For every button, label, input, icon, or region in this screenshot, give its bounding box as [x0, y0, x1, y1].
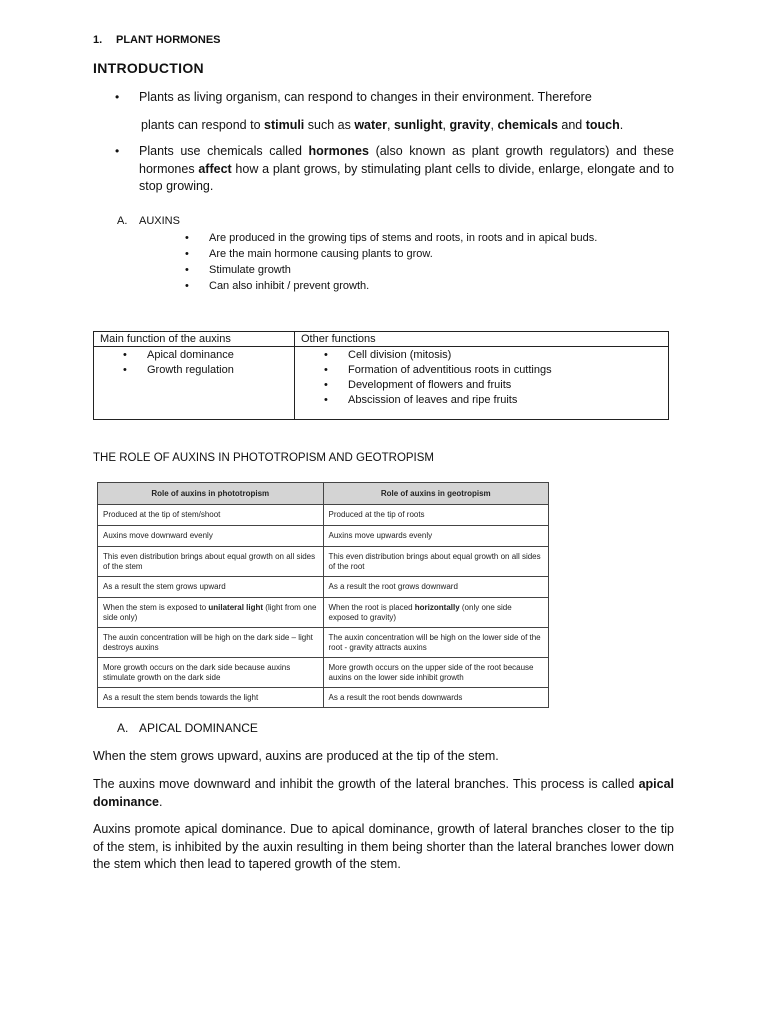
- keyword-water: water: [354, 118, 387, 132]
- other-functions-list: [301, 348, 662, 408]
- table-header-cell: Other functions: [295, 332, 669, 347]
- cell-text: Auxins move downward evenly: [103, 531, 213, 540]
- main-heading: [93, 34, 221, 46]
- bullet-glyph: •: [324, 349, 328, 361]
- text-span: ,: [386, 118, 394, 132]
- table-row: [98, 526, 549, 547]
- apical-paragraph-3: Auxins promote apical dominance. Due to apical dominance, growth of lateral branches closer to the tip of the stem, is inhibited by the auxin resulting in them being shorter than the lateral branches lower down the stem which then lead to tapered growth of the stem.: [93, 822, 674, 871]
- text-span: such as: [304, 118, 355, 132]
- table-cell: [323, 628, 549, 658]
- table-cell: [323, 577, 549, 598]
- list-item-text: Formation of adventitious roots in cuttings: [348, 364, 552, 376]
- cell-text: As a result the stem grows upward: [103, 582, 226, 591]
- keyword-chemicals: chemicals: [497, 118, 558, 132]
- section-title: APICAL DOMINANCE: [139, 721, 258, 735]
- text-span: plants can respond to: [141, 118, 264, 132]
- table-cell: [98, 505, 324, 526]
- cell-text: More growth occurs on the upper side of the root because auxins on the lower side inhibit growth: [328, 662, 534, 682]
- list-item: [123, 363, 288, 378]
- list-item-text: Stimulate growth: [209, 264, 291, 276]
- bullet-glyph: •: [185, 248, 189, 260]
- keyword-hormones: hormones: [308, 144, 369, 158]
- keyword-stimuli: stimuli: [264, 118, 305, 132]
- keyword-sunlight: sunlight: [393, 118, 443, 132]
- section-apical-dominance-heading: [117, 721, 258, 735]
- heading-number: 1.: [93, 34, 103, 46]
- text-span: Plants use chemicals called: [139, 144, 309, 158]
- text-span: ,: [442, 118, 450, 132]
- cell-text: As a result the root bends downwards: [328, 692, 463, 702]
- main-functions-cell: [94, 347, 295, 420]
- bullet-glyph: •: [123, 349, 127, 361]
- text-span: .: [619, 118, 624, 132]
- table-row: [98, 547, 549, 577]
- intro-bullet-1-text: Plants as living organism, can respond to changes in their environment. Therefore: [139, 90, 592, 104]
- list-item: [324, 363, 662, 378]
- table-cell: [323, 505, 549, 526]
- cell-text: Auxins move upwards evenly: [328, 531, 433, 540]
- role-of-auxins-table: [97, 482, 549, 708]
- table-row: [98, 658, 549, 688]
- list-item-text: Can also inhibit / prevent growth.: [209, 280, 370, 292]
- cell-text: (only one side exposed to gravity): [328, 602, 512, 622]
- list-item-text: Cell division (mitosis): [348, 349, 452, 361]
- other-functions-cell: [295, 347, 669, 420]
- text-span: .: [159, 794, 163, 809]
- list-item: [185, 246, 597, 262]
- intro-bullet-2: [115, 143, 674, 196]
- table-header-row: [98, 483, 549, 505]
- table-cell: [98, 688, 324, 708]
- apical-paragraph-1: When the stem grows upward, auxins are produced at the tip of the stem.: [93, 749, 499, 763]
- table-row: [98, 598, 549, 628]
- cell-text: When the root is placed: [328, 602, 415, 612]
- bullet-glyph: •: [123, 364, 127, 376]
- text-span: The auxins move downward and inhibit the growth of the lateral branches. This process is called: [93, 777, 639, 791]
- list-item-text: Are produced in the growing tips of stems and roots, in roots and in apical buds.: [209, 232, 598, 244]
- intro-bullet-1: [115, 89, 679, 107]
- list-item-text: Abscission of leaves and ripe fruits: [348, 394, 518, 406]
- list-item: [123, 348, 288, 363]
- table-cell: [323, 526, 549, 547]
- list-item-text: Apical dominance: [147, 349, 234, 361]
- table-row: [98, 577, 549, 598]
- intro-bullet-1-continued: [141, 117, 681, 135]
- apical-paragraph-2: [93, 776, 674, 811]
- table-cell: [323, 547, 549, 577]
- bullet-glyph: •: [324, 379, 328, 391]
- list-item: [185, 230, 598, 246]
- list-item-text: Are the main hormone causing plants to grow.: [209, 248, 433, 260]
- table-row: [98, 628, 549, 658]
- cell-text: More growth occurs on the dark side because auxins stimulate growth on the dark side: [103, 662, 291, 682]
- main-functions-list: [100, 348, 288, 378]
- section-auxins-heading: [117, 215, 180, 227]
- text-span: and: [557, 118, 586, 132]
- cell-text: This even distribution brings about equal growth on all sides of the root: [328, 551, 541, 571]
- keyword-touch: touch: [585, 118, 620, 132]
- auxin-functions-table: [93, 331, 669, 420]
- table-cell: [323, 658, 549, 688]
- intro-title: INTRODUCTION: [93, 60, 204, 76]
- cell-text: This even distribution brings about equal growth on all sides of the stem: [103, 551, 316, 571]
- cell-text: The auxin concentration will be high on the dark side – light destroys auxins: [103, 632, 313, 652]
- keyword-apical-dominance: apical dominance: [93, 777, 674, 809]
- section-title: AUXINS: [139, 215, 180, 227]
- list-item: [324, 348, 662, 363]
- table-row: [94, 347, 669, 420]
- heading-title: PLANT HORMONES: [116, 34, 221, 46]
- table-header-row: [94, 332, 669, 347]
- role-section-title: THE ROLE OF AUXINS IN PHOTOTROPISM AND GEOTROPISM: [93, 452, 435, 464]
- list-item: [185, 262, 597, 278]
- bullet-glyph: •: [185, 232, 189, 244]
- cell-text: As a result the stem bends towards the light: [103, 692, 259, 702]
- list-item: [324, 393, 662, 408]
- table-row: [98, 505, 549, 526]
- table-cell: [98, 526, 324, 547]
- cell-text: Produced at the tip of roots: [328, 510, 425, 519]
- table-row: [98, 688, 549, 708]
- bullet-glyph: •: [115, 144, 120, 158]
- bullet-glyph: •: [324, 394, 328, 406]
- section-letter: A.: [117, 721, 129, 735]
- table-cell: [323, 598, 549, 628]
- keyword-horizontally: horizontally: [414, 602, 460, 612]
- table-cell: [98, 598, 324, 628]
- table-cell: [98, 628, 324, 658]
- cell-text: When the stem is exposed to: [103, 602, 209, 612]
- cell-text: Produced at the tip of stem/shoot: [103, 510, 221, 519]
- cell-text: As a result the root grows downward: [328, 582, 458, 591]
- list-item: [324, 378, 662, 393]
- text-span: how a plant grows, by stimulating plant cells to divide, enlarge, elongate and to stop growing.: [139, 161, 674, 193]
- cell-text: (light from one side only): [103, 602, 317, 622]
- table-cell: [98, 547, 324, 577]
- section-letter: A.: [117, 215, 128, 227]
- list-item-text: Growth regulation: [147, 364, 234, 376]
- list-item: [185, 278, 597, 294]
- table-header-cell: Main function of the auxins: [94, 332, 295, 347]
- list-item-text: Development of flowers and fruits: [348, 379, 512, 391]
- auxin-points-list: [185, 230, 598, 294]
- bullet-glyph: •: [185, 280, 189, 292]
- text-span: (also known as plant growth regulators) and these hormones: [139, 144, 674, 176]
- bullet-glyph: •: [324, 364, 328, 376]
- table-cell: [98, 577, 324, 598]
- table-cell: [98, 658, 324, 688]
- text-span: ,: [490, 118, 498, 132]
- bullet-glyph: •: [115, 90, 120, 104]
- keyword-affect: affect: [198, 161, 232, 176]
- keyword-gravity: gravity: [449, 118, 491, 132]
- cell-text: The auxin concentration will be high on the lower side of the root - gravity attracts auxins: [328, 632, 541, 652]
- table-cell: [323, 688, 549, 708]
- keyword-unilateral-light: unilateral light: [208, 602, 264, 612]
- bullet-glyph: •: [185, 264, 189, 276]
- table-header-cell: Role of auxins in geotropism: [323, 483, 549, 505]
- table-header-cell: Role of auxins in phototropism: [98, 483, 324, 505]
